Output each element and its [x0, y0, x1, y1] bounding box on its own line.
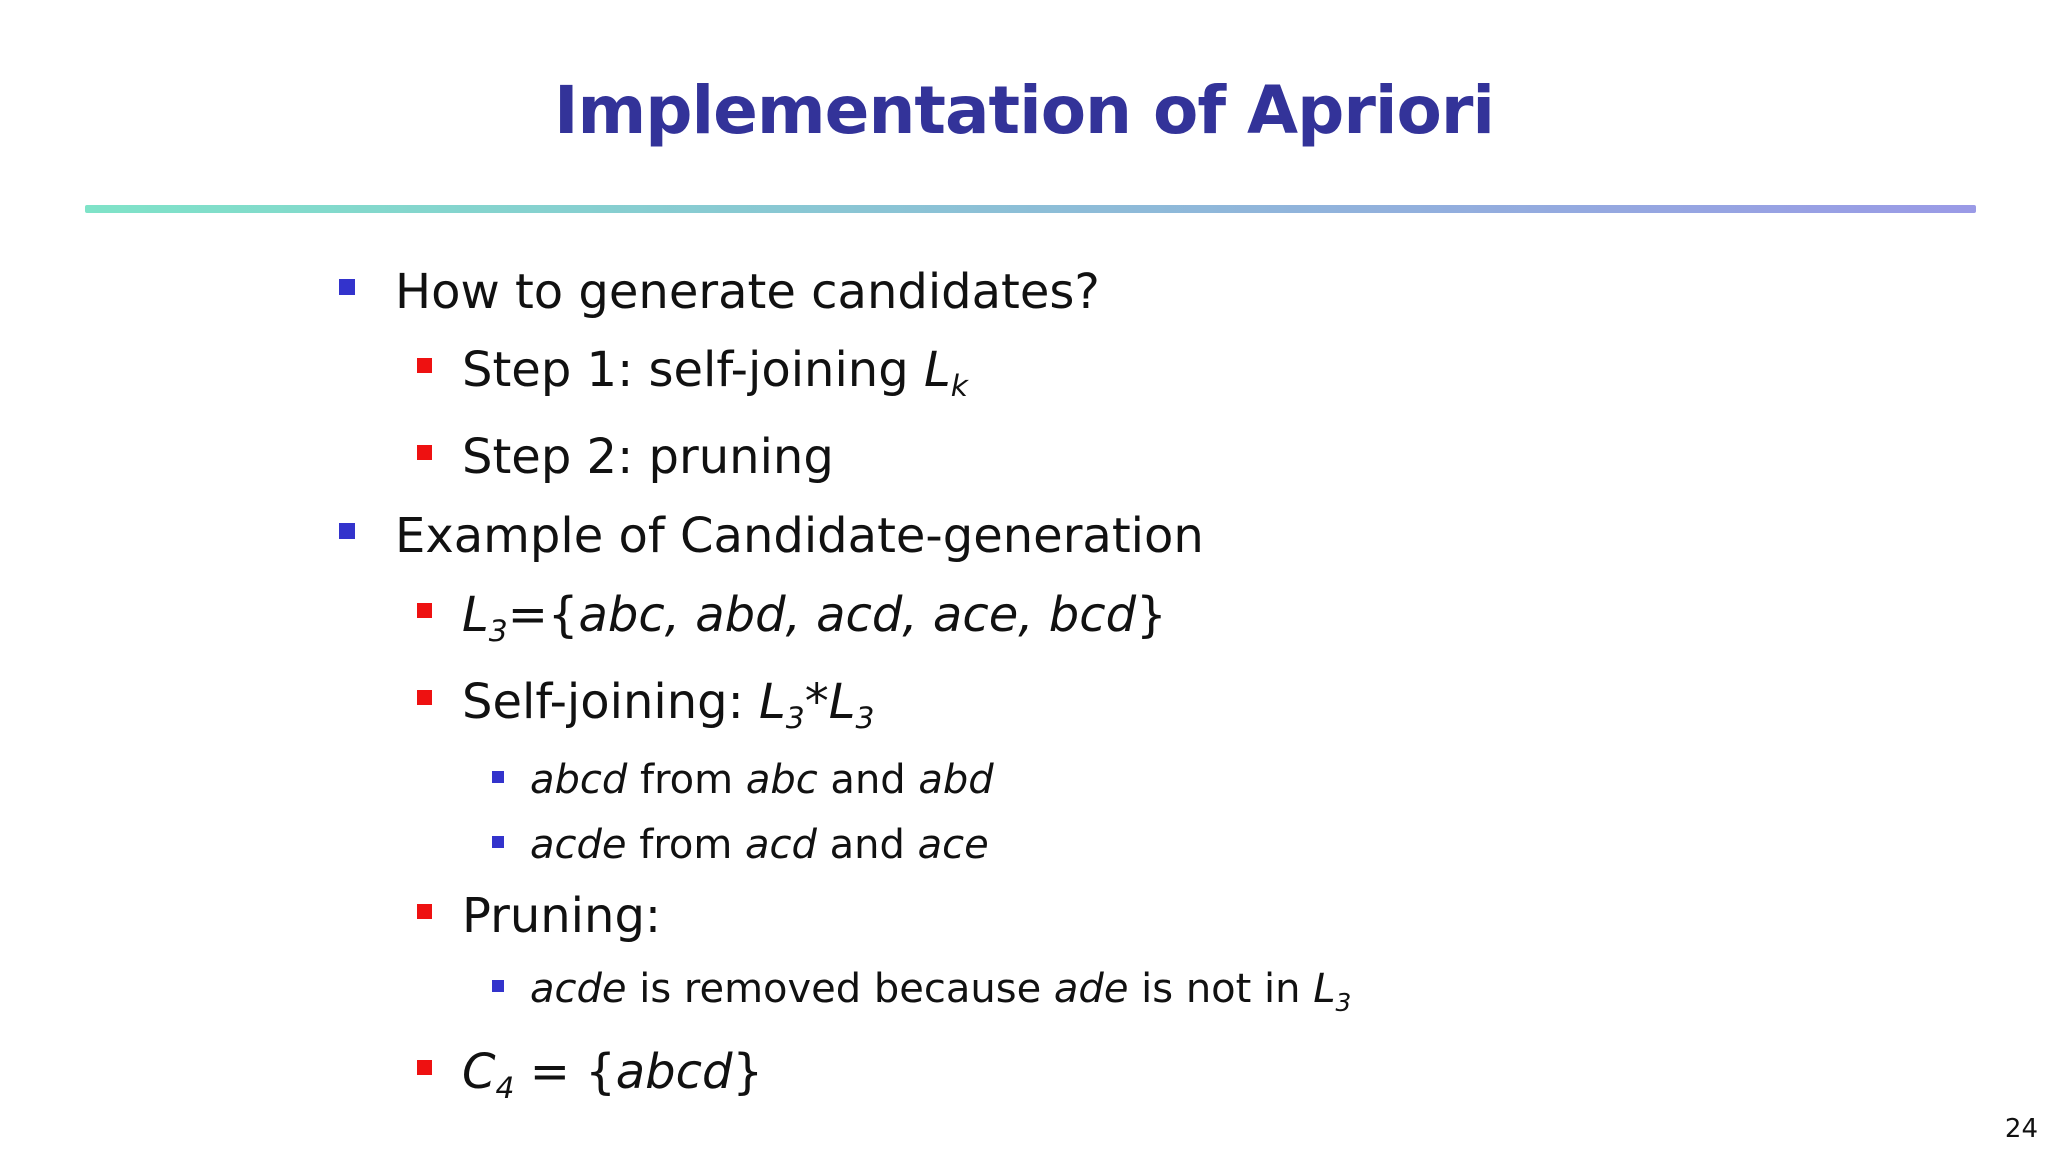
bullet-text: acde is removed because ade is not in $L_3$ — [530, 966, 1352, 1017]
square-bullet-icon — [417, 1060, 432, 1075]
bullet-text: acde from acd and ace — [530, 822, 989, 868]
square-bullet-icon — [417, 690, 432, 705]
square-bullet-icon — [339, 279, 355, 295]
square-bullet-icon — [492, 771, 504, 783]
bullet-text: Example of Candidate-generation — [395, 508, 1204, 564]
bullet-text: Step 1: self-joining $L_k$ — [462, 342, 968, 405]
square-bullet-icon — [417, 445, 432, 460]
bullet-text: abcd from abc and abd — [530, 757, 994, 803]
square-bullet-icon — [417, 358, 432, 373]
bullet-text: How to generate candidates? — [395, 264, 1100, 320]
bullet-text: Pruning: — [462, 888, 662, 944]
slide-title: Implementation of Apriori — [553, 72, 1495, 149]
square-bullet-icon — [417, 603, 432, 618]
page-number: 24 — [2004, 1114, 2038, 1144]
square-bullet-icon — [492, 836, 504, 848]
bullet-text: $L_3=\{abc$, abd, acd, ace, bcd} — [462, 587, 1167, 650]
square-bullet-icon — [339, 523, 355, 539]
bullet-text: Step 2: pruning — [462, 429, 834, 485]
bullet-text: $C_4$ = {abcd} — [462, 1044, 764, 1107]
bullet-text: Self-joining: $L_3*L_3$ — [462, 674, 875, 737]
square-bullet-icon — [492, 980, 504, 992]
square-bullet-icon — [417, 904, 432, 919]
